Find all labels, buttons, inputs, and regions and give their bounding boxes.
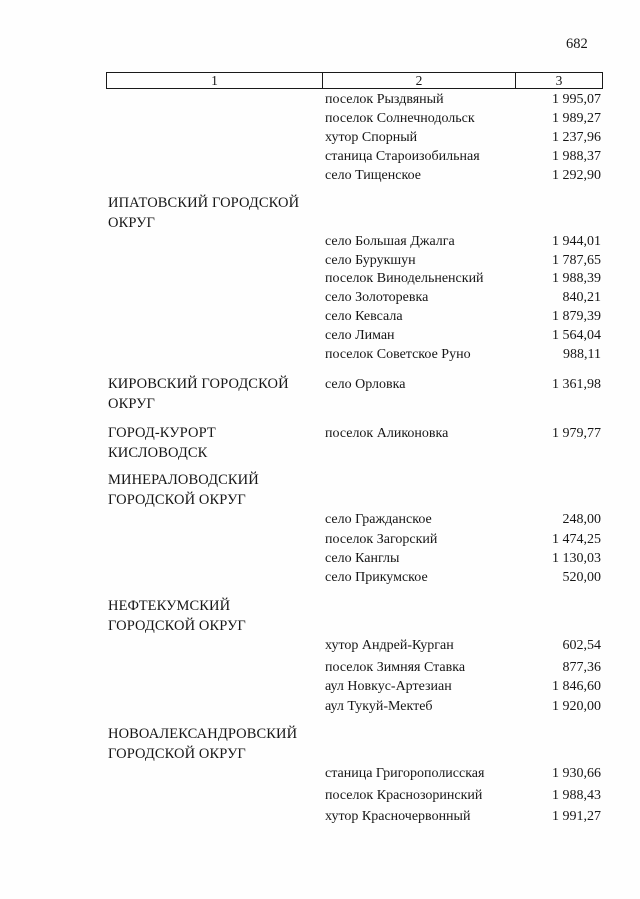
district-name: НЕФТЕКУМСКИЙ ГОРОДСКОЙ ОКРУГ (108, 598, 246, 634)
settlement-name: село Лиман (325, 328, 395, 343)
settlement-name: село Гражданское (325, 512, 432, 527)
settlement-value: 1 988,37 (552, 149, 601, 164)
district-name: КИРОВСКИЙ ГОРОДСКОЙ ОКРУГ (108, 376, 289, 412)
district-name: ИПАТОВСКИЙ ГОРОДСКОЙ ОКРУГ (108, 195, 300, 231)
settlement-value: 1 130,03 (552, 551, 601, 566)
settlement-name: аул Новкус-Артезиан (325, 679, 452, 694)
settlement-value: 877,36 (562, 660, 601, 675)
settlement-value: 1 292,90 (552, 168, 601, 183)
settlement-name: поселок Аликоновка (325, 426, 449, 441)
settlement-name: аул Тукуй-Мектеб (325, 699, 433, 714)
settlement-name: поселок Краснозоринский (325, 788, 483, 803)
district-name: ГОРОД-КУРОРТ КИСЛОВОДСК (108, 425, 216, 461)
settlement-name: поселок Советское Руно (325, 347, 471, 362)
settlement-value: 1 989,27 (552, 111, 601, 126)
settlement-value: 1 988,43 (552, 788, 601, 803)
settlement-value: 1 361,98 (552, 377, 601, 392)
settlement-value: 1 920,00 (552, 699, 601, 714)
settlement-name: село Бурукшун (325, 253, 416, 268)
settlement-value: 1 846,60 (552, 679, 601, 694)
settlement-value: 1 991,27 (552, 809, 601, 824)
settlement-name: хутор Андрей-Курган (325, 638, 454, 653)
settlement-value: 1 995,07 (552, 92, 601, 107)
settlement-name: поселок Винодельненский (325, 271, 484, 286)
settlement-name: поселок Рыздвяный (325, 92, 444, 107)
settlement-value: 248,00 (562, 512, 601, 527)
settlement-name: поселок Загорский (325, 532, 438, 547)
settlement-value: 1 944,01 (552, 234, 601, 249)
settlement-value: 840,21 (562, 290, 601, 305)
settlement-value: 1 979,77 (552, 426, 601, 441)
settlement-value: 1 879,39 (552, 309, 601, 324)
district-name: МИНЕРАЛОВОДСКИЙ ГОРОДСКОЙ ОКРУГ (108, 472, 259, 508)
settlement-name: станица Григорополисская (325, 766, 485, 781)
settlement-value: 1 237,96 (552, 130, 601, 145)
settlement-name: поселок Зимняя Ставка (325, 660, 466, 675)
table-header-row (106, 72, 603, 89)
settlement-name: хутор Спорный (325, 130, 418, 145)
settlement-name: село Тищенское (325, 168, 421, 183)
column-header-3: 3 (555, 72, 563, 88)
settlement-value: 1 787,65 (552, 253, 601, 268)
settlement-name: село Орловка (325, 377, 406, 392)
column-header-1: 1 (107, 73, 323, 88)
settlement-value: 1 474,25 (552, 532, 601, 547)
settlement-name: станица Староизобильная (325, 149, 480, 164)
settlement-name: село Большая Джалга (325, 234, 455, 249)
settlement-name: поселок Солнечнодольск (325, 111, 475, 126)
settlement-value: 1 988,39 (552, 271, 601, 286)
column-header-2: 2 (323, 73, 516, 88)
district-name: НОВОАЛЕКСАНДРОВСКИЙ ГОРОДСКОЙ ОКРУГ (108, 726, 298, 762)
page-number: 682 (566, 36, 588, 52)
settlement-value: 520,00 (562, 570, 601, 585)
settlement-name: село Кевсала (325, 309, 403, 324)
settlement-name: село Прикумское (325, 570, 428, 585)
settlement-value: 1 564,04 (552, 328, 601, 343)
settlement-value: 988,11 (563, 347, 601, 362)
settlement-value: 1 930,66 (552, 766, 601, 781)
settlement-name: хутор Красночервонный (325, 809, 471, 824)
settlement-name: село Канглы (325, 551, 400, 566)
settlement-value: 602,54 (562, 638, 601, 653)
settlement-name: село Золоторевка (325, 290, 429, 305)
